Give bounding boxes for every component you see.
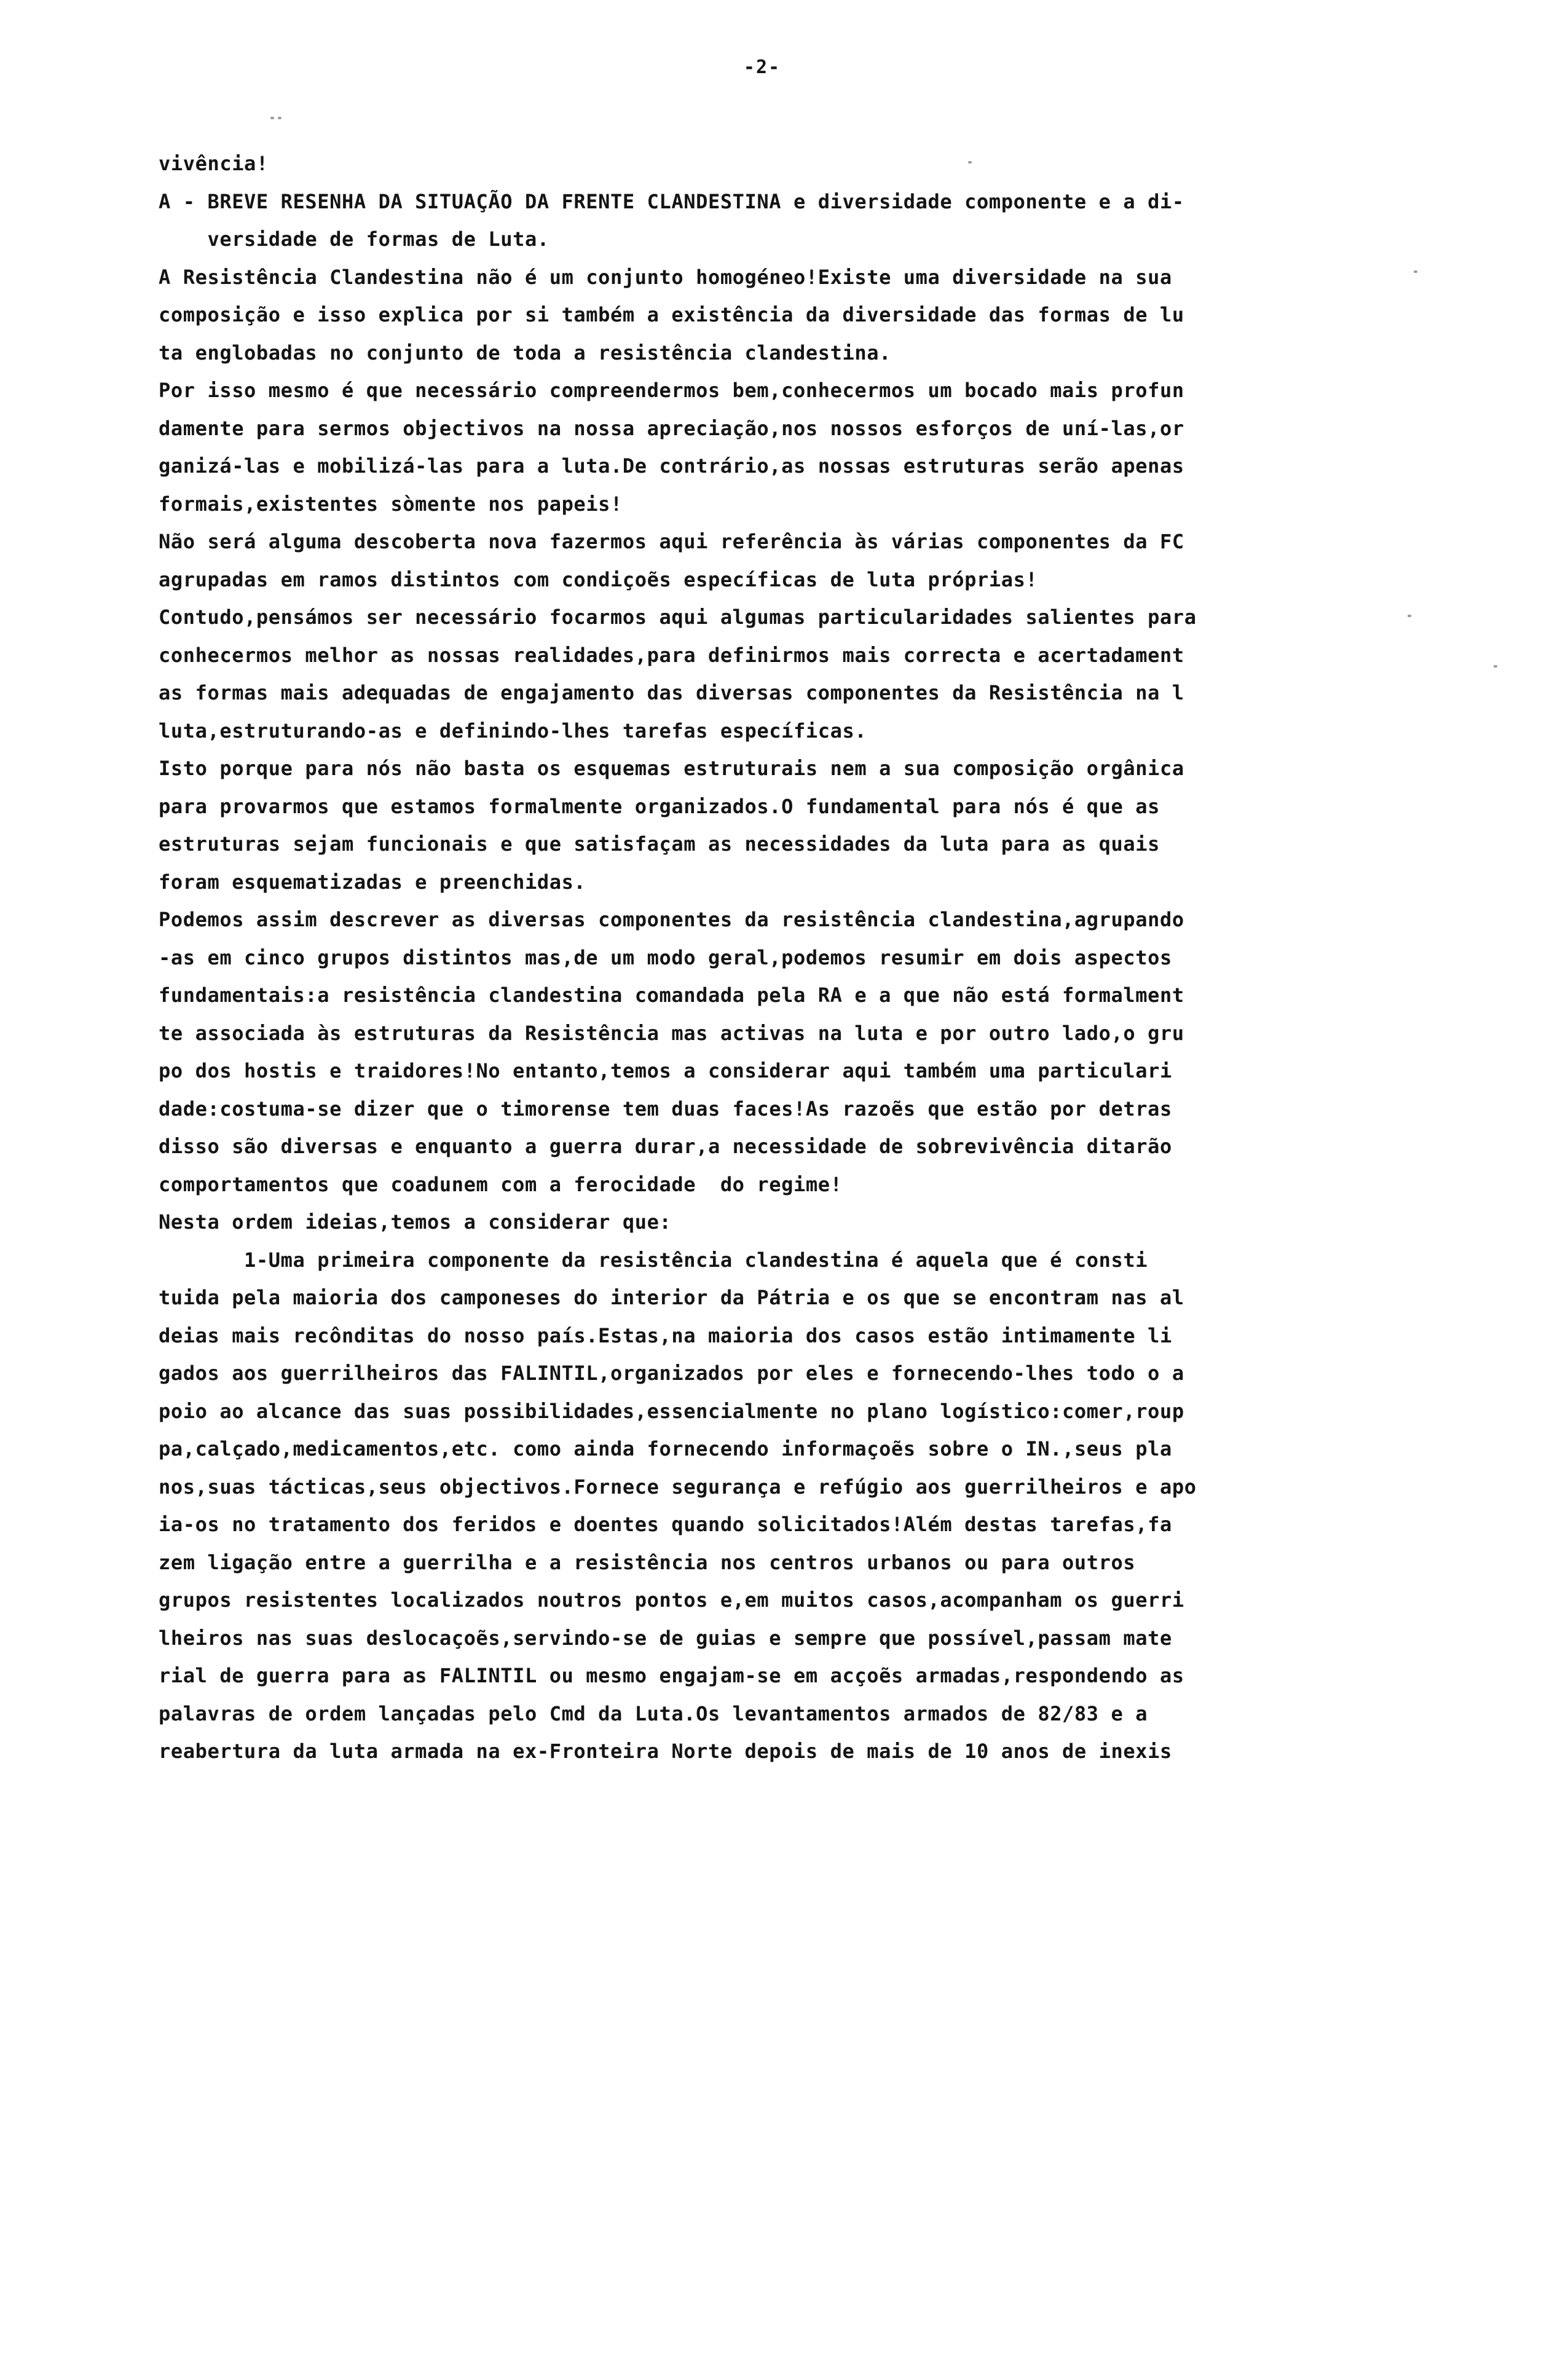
text-line: reabertura da luta armada na ex-Fronteira Norte depois de mais de 10 anos de inexis [159, 1740, 1172, 1763]
text-line: composição e isso explica por si também a existência da diversidade das formas de lu [159, 303, 1184, 326]
text-line: pa,calçado,medicamentos,etc. como ainda fornecendo informaçoẽs sobre o IN.,seus pla [159, 1437, 1172, 1460]
text-line: Podemos assim descrever as diversas componentes da resistência clandestina,agrupando [159, 908, 1184, 931]
text-line: foram esquematizadas e preenchidas. [159, 870, 586, 894]
text-line: A Resistência Clandestina não é um conjunto homogéneo!Existe uma diversidade na sua [159, 265, 1172, 289]
text-line: para provarmos que estamos formalmente organizados.O fundamental para nós é que as [159, 794, 1160, 818]
typewritten-text-body [159, 145, 1468, 1771]
text-line: Isto porque para nós não basta os esquemas estruturais nem a sua composição orgânica [159, 757, 1184, 780]
scan-speck [1408, 615, 1411, 617]
text-line: formais,existentes sòmente nos papeis! [159, 492, 623, 516]
text-line: ganizá-las e mobilizá-las para a luta.De contrário,as nossas estruturas serão apenas [159, 454, 1184, 478]
scan-speck [270, 117, 274, 119]
text-line: -as em cinco grupos distintos mas,de um modo geral,podemos resumir em dois aspectos [159, 945, 1172, 969]
text-line: ia-os no tratamento dos feridos e doentes quando solicitados!Além destas tarefas,fa [159, 1513, 1172, 1536]
text-line: fundamentais:a resistência clandestina comandada pela RA e a que não está formalment [159, 983, 1184, 1007]
section-heading-line: A - BREVE RESENHA DA SITUAÇÃO DA FRENTE CLANDESTINA e diversidade componente e a di- [159, 189, 1184, 213]
text-line: rial de guerra para as FALINTIL ou mesmo engajam-se em acçoẽs armadas,respondendo as [159, 1664, 1184, 1687]
text-line: conhecermos melhor as nossas realidades,para definirmos mais correcta e acertadament [159, 643, 1184, 667]
text-line: nos,suas tácticas,seus objectivos.Fornece segurança e refúgio aos guerrilheiros e apo [159, 1475, 1197, 1499]
text-line: deias mais recônditas do nosso país.Estas,na maioria dos casos estão intimamente li [159, 1323, 1172, 1347]
text-line: zem ligação entre a guerrilha e a resistência nos centros urbanos ou para outros [159, 1550, 1136, 1574]
scan-speck [1494, 665, 1497, 668]
text-line: Por isso mesmo é que necessário compreendermos bem,conhecermos um bocado mais profun [159, 379, 1184, 402]
text-line: as formas mais adequadas de engajamento das diversas componentes da Resistência na l [159, 681, 1184, 704]
text-line: lheiros nas suas deslocaçoẽs,servindo-se de guias e sempre que possível,passam mate [159, 1626, 1172, 1650]
scan-speck [1414, 270, 1417, 273]
text-line: po dos hostis e traidores!No entanto,temos a considerar aqui também uma particulari [159, 1059, 1172, 1082]
text-line: comportamentos que coadunem com a ferocidade do regime! [159, 1172, 843, 1196]
text-line: poio ao alcance das suas possibilidades,essencialmente no plano logístico:comer,roup [159, 1399, 1184, 1423]
scan-speck [968, 161, 972, 164]
text-line: Não será alguma descoberta nova fazermos aqui referência às várias componentes da FC [159, 530, 1184, 553]
page-number: -2- [743, 57, 781, 78]
scan-speck [278, 117, 282, 119]
text-line: grupos resistentes localizados noutros pontos e,em muitos casos,acompanham os guerri [159, 1588, 1184, 1612]
text-line: 1-Uma primeira componente da resistência clandestina é aquela que é consti [159, 1248, 1148, 1272]
text-line: disso são diversas e enquanto a guerra durar,a necessidade de sobrevivência ditarão [159, 1135, 1172, 1158]
section-heading-line: versidade de formas de Luta. [159, 227, 549, 251]
text-line: damente para sermos objectivos na nossa apreciação,nos nossos esforços de uní-las,or [159, 416, 1184, 440]
text-line: Contudo,pensámos ser necessário focarmos aqui algumas particularidades salientes para [159, 605, 1197, 629]
text-line: dade:costuma-se dizer que o timorense tem duas faces!As razoẽs que estão por detras [159, 1097, 1172, 1121]
text-line: gados aos guerrilheiros das FALINTIL,organizados por eles e fornecendo-lhes todo o a [159, 1361, 1184, 1385]
text-line: luta,estruturando-as e definindo-lhes tarefas específicas. [159, 719, 867, 743]
text-line: te associada às estruturas da Resistência mas activas na luta e por outro lado,o gru [159, 1021, 1184, 1045]
text-line: estruturas sejam funcionais e que satisfaçam as necessidades da luta para as quais [159, 832, 1160, 856]
text-line: tuida pela maioria dos camponeses do interior da Pátria e os que se encontram nas al [159, 1286, 1184, 1309]
text-line: Nesta ordem ideias,temos a considerar que: [159, 1210, 672, 1234]
text-line: ta englobadas no conjunto de toda a resistência clandestina. [159, 341, 891, 364]
text-line: vivência! [159, 152, 269, 175]
text-line: agrupadas em ramos distintos com condiçoẽs específicas de luta próprias! [159, 567, 1038, 591]
text-line: palavras de ordem lançadas pelo Cmd da Luta.Os levantamentos armados de 82/83 e a [159, 1701, 1148, 1725]
